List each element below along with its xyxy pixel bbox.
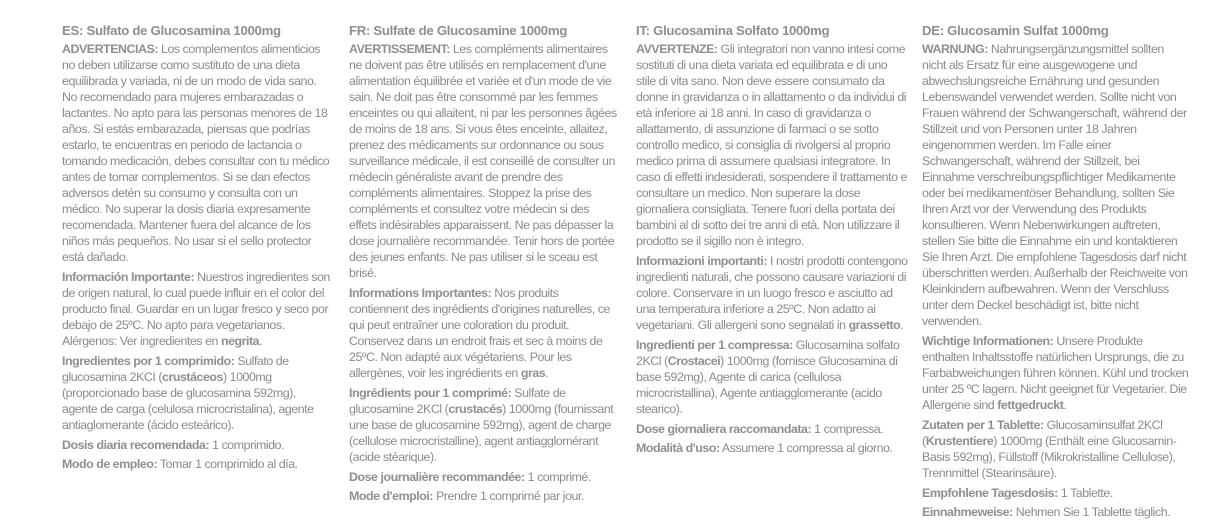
dose-label: Dose journalière recommandée:	[349, 470, 525, 484]
info-label: Informazioni importanti:	[636, 254, 767, 268]
info-end: .	[1063, 398, 1067, 412]
info-text: Nuestros ingredientes son de origen natural, lo cual puede influir en el color del producto final. Guardar en un lugar fresco y seco por debajo de 25ºC. No apto para vegetarianos. Alérgenos: Ver ingredientes en	[62, 270, 330, 348]
usage-label: Modo de empleo:	[62, 457, 158, 471]
ingredients-label: Ingredienti per 1 compressa:	[636, 338, 793, 352]
info-paragraph	[922, 333, 1190, 413]
info-text: Unsere Produkte enthalten Inhaltsstoffe natürlichen Ursprungs, die zu Farbabweichungen führen können. Kühl und trocken unter 25 ºC lagern. Nicht geeignet für Vegetarier. Die Allergene sind	[922, 334, 1189, 412]
warnings-label: WARNUNG:	[922, 42, 988, 56]
info-label: Informations Importantes:	[349, 286, 492, 300]
column-title: FR: Sulfate de Glucosamine 1000mg	[349, 23, 568, 38]
usage-paragraph	[636, 440, 908, 456]
dose-paragraph	[349, 469, 619, 485]
warnings-paragraph	[922, 41, 1190, 329]
info-bold-word: negrita	[220, 334, 260, 348]
allergen-word: Krustentiere	[925, 434, 994, 448]
ingredients-text: Glucosaminsulfat 2KCl (	[922, 418, 1163, 448]
column-french	[349, 22, 619, 508]
dose-text: 1 compressa.	[811, 422, 884, 436]
usage-label: Einnahmeweise:	[922, 505, 1013, 519]
warnings-text: Les compléments alimentaires ne doivent pas être utilisés en remplacement d'une alimentation équilibrée et variée et d'un mode de vie sain. Ne doit pas être consommé par les femmes enceintes ou qui allaitent, ni par les personnes âgées de moins de 18 ans. Si vous êtes enceinte, allaitez, prenez des médicaments sur ordonnance ou sous surveillance médicale, il est conseillé de consulter un médecin généraliste avant de prendre des compléments alimentaires. Stoppez la prise des compléments et consultez votre médecin si des effets indésirables apparaissent. Ne pas dépasser la dose journalière recommandée. Tenir hors de portée des jeunes enfants. Ne pas utiliser si le sceau est brisé.	[349, 42, 617, 280]
dose-label: Dosis diaria recomendada:	[62, 438, 210, 452]
usage-text: Prendre 1 comprimé par jour.	[433, 489, 584, 503]
warnings-label: AVVERTENZE:	[636, 42, 718, 56]
ingredients-paragraph	[62, 353, 332, 433]
info-bold-word: grassetto	[848, 318, 901, 332]
info-bold-word: fettgedruckt	[997, 398, 1064, 412]
column-spanish	[62, 22, 332, 476]
info-paragraph	[636, 253, 908, 333]
allergen-word: crustacés	[448, 402, 503, 416]
info-end: .	[545, 366, 549, 380]
usage-label: Mode d'emploi:	[349, 489, 434, 503]
ingredients-end: ) 1000mg (Enthält eine Glucosamin-Basis 592mg), Füllstoff (Mikrokristalline Cellulose), Trennmittel (Stearinsäure).	[922, 434, 1177, 480]
ingredients-end: ) 1000mg (fornisce Glucosamina di base 592mg), Agente di carica (cellulosa microcristallina), Agente antiagglomerante (acido stearico).	[636, 354, 898, 416]
warnings-label: ADVERTENCIAS:	[62, 42, 159, 56]
ingredients-text: Sulfate de glucosamine 2KCl (	[349, 386, 566, 416]
warnings-paragraph	[62, 41, 332, 265]
info-end: .	[900, 318, 904, 332]
dose-text: 1 comprimé.	[524, 470, 591, 484]
dose-paragraph	[922, 485, 1190, 501]
allergen-word: crustáceos	[162, 370, 223, 384]
ingredients-end: ) 1000mg (proporcionado base de glucosamina 592mg), agente de carga (celulosa microcristalina), agente antiaglomerante (ácido esteárico).	[62, 370, 314, 432]
dose-label: Empfohlene Tagesdosis:	[922, 486, 1058, 500]
info-text: Nos produits contiennent des ingrédients d'origines naturelles, ce qui peut entraîner une coloration du produit. Conservez dans un endroit frais et sec à moins de 25ºC. Non adapté aux végétariens. Pour les allergènes, voir les ingrédients en	[349, 286, 610, 380]
column-german	[922, 22, 1190, 524]
dose-text: 1 comprimido.	[209, 438, 285, 452]
usage-text: Nehmen Sie 1 Tablette täglich.	[1012, 505, 1171, 519]
ingredients-label: Ingredientes por 1 comprimido:	[62, 354, 235, 368]
warnings-text: Gli integratori non vanno intesi come sostituti di una dieta variata ed equilibrata e di uno stile di vita sano. Non deve essere consumato da donne in gravidanza o in allattamento o da individui di età inferiore ai 18 anni. In caso di gravidanza o allattamento, di assunzione di farmaci o se sotto controllo medico, si consiglia di rivolgersi al proprio medico prima di assumere qualsiasi integratore. In caso di effetti indesiderati, sospendere il trattamento e consultare un medico. Non superare la dose giornaliera consigliata. Tenere fuori della portata dei bambini al di sotto dei tre anni di età. Non utilizzare il prodotto se il sigillo non è integro.	[636, 42, 907, 248]
warnings-label: AVERTISSEMENT:	[349, 42, 450, 56]
info-end: .	[259, 334, 263, 348]
dose-paragraph	[636, 421, 908, 437]
dose-label: Dose giornaliera raccomandata:	[636, 422, 812, 436]
allergen-word: Crostacei	[667, 354, 721, 368]
warnings-paragraph	[349, 41, 619, 281]
warnings-text: Nahrungsergänzungsmittel sollten nicht als Ersatz für eine ausgewogene und abwechslungsreiche Ernährung und gesunden Lebenswandel verwendet werden. Sollte nicht von Frauen während der Schwangerschaft, während der Stillzeit und von Personen unter 18 Jahren eingenommen werden. Im Falle einer Schwangerschaft, während der Stillzeit, bei Einnahme verschreibungspflichtiger Medikamente oder bei medikamentöser Behandlung, sollten Sie Ihren Arzt vor der Verwendung des Produkts konsultieren. Wenn Nebenwirkungen auftreten, stellen Sie bitte die Einnahme ein und kontaktieren Sie Ihren Arzt. Die empfohlene Tagesdosis darf nicht überschritten werden. Außerhalb der Reichweite von Kleinkindern aufbewahren. Wenn der Verschluss unter dem Deckel beschädigt ist, bitte nicht verwenden.	[922, 42, 1188, 328]
usage-paragraph	[922, 504, 1190, 520]
info-bold-word: gras	[520, 366, 546, 380]
warnings-text: Los complementos alimenticios no deben utilizarse como sustituto de una dieta equilibrada y variada, ni de un modo de vida sano. No recomendado para mujeres embarazadas o lactantes. No apto para las personas menores de 18 años. Si estás embarazada, piensas que podrías estarlo, te encuentras en periodo de lactancia o tomando medicación, debes consultar con tu médico antes de tomar complementos. Si se dan efectos adversos detén su consumo y consulta con un médico. No superar la dosis diaria expresamente recomendada. Mantener fuera del alcance de los niños más pequeños. No usar si el sello protector está dañado.	[62, 42, 330, 264]
usage-paragraph	[62, 456, 332, 472]
dose-text: 1 Tablette.	[1057, 486, 1113, 500]
ingredients-paragraph	[922, 417, 1190, 481]
column-italian	[636, 22, 908, 460]
ingredients-paragraph	[349, 385, 619, 465]
usage-text: Assumere 1 compressa al giorno.	[719, 441, 893, 455]
column-title: ES: Sulfato de Glucosamina 1000mg	[62, 23, 281, 38]
ingredients-label: Zutaten per 1 Tablette:	[922, 418, 1044, 432]
ingredients-text: Glucosamina solfato 2KCl (	[636, 338, 900, 368]
usage-label: Modalità d'uso:	[636, 441, 720, 455]
ingredients-end: ) 1000mg (fournissant une base de glucosamine 592mg), agent de charge (cellulose microcristalline), agent antiagglomérant (acide stéarique).	[349, 402, 614, 464]
ingredients-text: Sulfato de glucosamina 2KCI (	[62, 354, 289, 384]
ingredients-label: Ingrédients pour 1 comprimé:	[349, 386, 512, 400]
info-text: I nostri prodotti contengono ingredienti naturali, che possono causare variazioni di colore. Conservare in un luogo fresco e asciutto ad una temperatura inferiore a 25ºC. Non adatto ai vegetariani. Gli allergeni sono segnalati in	[636, 254, 908, 332]
info-label: Información Importante:	[62, 270, 195, 284]
info-label: Wichtige Informationen:	[922, 334, 1054, 348]
column-title: DE: Glucosamin Sulfat 1000mg	[922, 23, 1109, 38]
warnings-paragraph	[636, 41, 908, 249]
ingredients-paragraph	[636, 337, 908, 417]
usage-text: Tomar 1 comprimido al día.	[157, 457, 298, 471]
info-paragraph	[349, 285, 619, 381]
dose-paragraph	[62, 437, 332, 453]
usage-paragraph	[349, 488, 619, 504]
info-paragraph	[62, 269, 332, 349]
column-title: IT: Glucosamina Solfato 1000mg	[636, 23, 830, 38]
